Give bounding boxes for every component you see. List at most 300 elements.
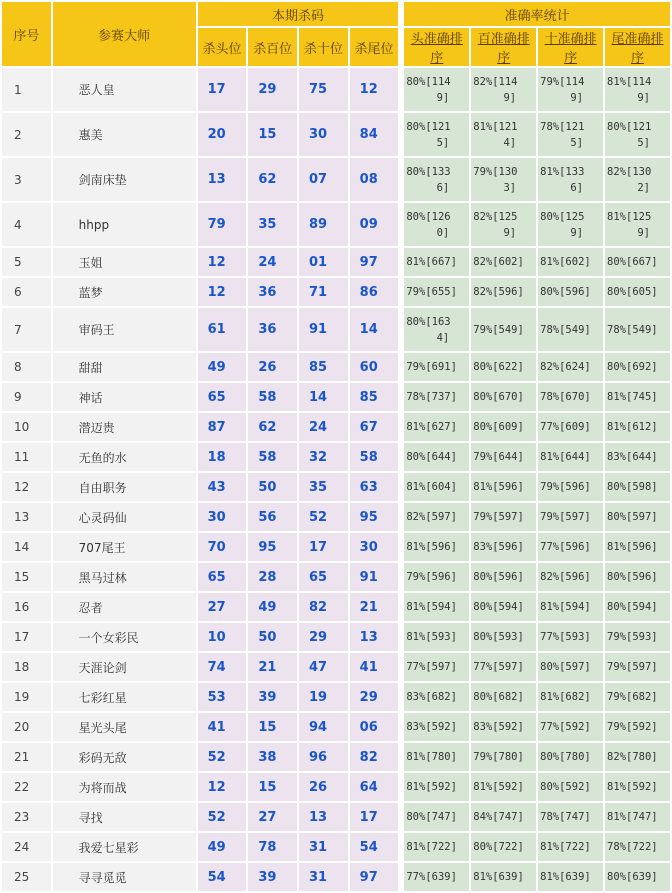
table-row [2, 503, 670, 531]
header-master: 参赛大师 [53, 2, 196, 66]
table-row [2, 278, 670, 306]
accuracy-stat: 79%[596] [538, 473, 603, 501]
accuracy-stat: 79%[596] [404, 563, 469, 591]
accuracy-stat: 82%[596] [471, 278, 536, 306]
sort-ten-accuracy-link[interactable]: 十准确排序 [538, 28, 603, 66]
accuracy-line: 4] [503, 136, 517, 149]
kill-number: 30 [198, 503, 247, 531]
accuracy-line: 78%[121 [540, 120, 585, 133]
accuracy-stat: 79%[592] [605, 713, 670, 741]
accuracy-line: 4] [436, 331, 450, 344]
accuracy-stat: 81%[639] [538, 863, 603, 891]
accuracy-stat: 80%[622] [471, 353, 536, 381]
header-index: 序号 [2, 2, 51, 66]
accuracy-stat: 79%[597] [605, 653, 670, 681]
accuracy-stat: 80%[596] [605, 563, 670, 591]
table-row [2, 248, 670, 276]
kill-number: 49 [198, 353, 247, 381]
accuracy-stat: 80%[722] [471, 833, 536, 861]
kill-number: 26 [299, 773, 348, 801]
kill-number: 71 [299, 278, 348, 306]
kill-number: 41 [198, 713, 247, 741]
kill-number: 75 [299, 68, 348, 111]
accuracy-line: 6] [570, 181, 584, 194]
kill-number: 97 [350, 248, 399, 276]
row-index: 6 [2, 278, 51, 306]
accuracy-stat [471, 158, 536, 201]
accuracy-line: 81%[114 [607, 75, 652, 88]
accuracy-line: 2] [637, 181, 650, 194]
accuracy-line: 9] [570, 226, 584, 239]
accuracy-stat [404, 113, 469, 156]
kill-number: 65 [198, 563, 247, 591]
accuracy-stat: 80%[682] [471, 683, 536, 711]
accuracy-stat: 83%[596] [471, 533, 536, 561]
sort-tail-accuracy-link[interactable]: 尾准确排序 [605, 28, 670, 66]
accuracy-stat [404, 68, 469, 111]
kill-number: 15 [248, 773, 297, 801]
kill-number: 12 [198, 773, 247, 801]
table-row [2, 533, 670, 561]
accuracy-stat [404, 158, 469, 201]
master-name: 我爱七星彩 [53, 833, 196, 861]
kill-number: 21 [350, 593, 399, 621]
kill-number: 14 [299, 383, 348, 411]
accuracy-stat: 80%[598] [605, 473, 670, 501]
row-index: 16 [2, 593, 51, 621]
row-index: 3 [2, 158, 51, 201]
accuracy-line: 9] [436, 91, 450, 104]
accuracy-stat [404, 308, 469, 351]
kill-number: 78 [248, 833, 297, 861]
kill-number: 35 [299, 473, 348, 501]
accuracy-stat [471, 113, 536, 156]
accuracy-stat: 80%[597] [605, 503, 670, 531]
kill-number: 12 [198, 278, 247, 306]
accuracy-stat: 82%[597] [404, 503, 469, 531]
master-name: 甜甜 [53, 353, 196, 381]
kill-number: 54 [198, 863, 247, 891]
table-row [2, 158, 670, 201]
accuracy-stat [404, 203, 469, 246]
kill-number: 60 [350, 353, 399, 381]
accuracy-stat: 82%[602] [471, 248, 536, 276]
kill-number: 52 [299, 503, 348, 531]
kill-number: 31 [299, 833, 348, 861]
accuracy-stat: 79%[682] [605, 683, 670, 711]
master-name: 无鱼的水 [53, 443, 196, 471]
master-name: hhpp [53, 203, 196, 246]
kill-number: 13 [198, 158, 247, 201]
kill-number: 64 [350, 773, 399, 801]
kill-number: 14 [350, 308, 399, 351]
accuracy-stat: 80%[692] [605, 353, 670, 381]
master-name: 蓝梦 [53, 278, 196, 306]
accuracy-stat: 80%[605] [605, 278, 670, 306]
accuracy-stat: 82%[780] [605, 743, 670, 771]
kill-number: 70 [198, 533, 247, 561]
table-row [2, 308, 670, 351]
accuracy-stat: 79%[655] [404, 278, 469, 306]
kill-number: 28 [248, 563, 297, 591]
accuracy-line: 6] [436, 181, 450, 194]
accuracy-stat: 81%[592] [471, 773, 536, 801]
row-index: 15 [2, 563, 51, 591]
accuracy-stat: 81%[627] [404, 413, 469, 441]
accuracy-stat: 81%[592] [605, 773, 670, 801]
kill-number: 97 [350, 863, 399, 891]
row-index: 25 [2, 863, 51, 891]
kill-number: 43 [198, 473, 247, 501]
kill-number: 87 [198, 413, 247, 441]
accuracy-stat: 81%[745] [605, 383, 670, 411]
accuracy-line: 5] [637, 136, 650, 149]
row-index: 7 [2, 308, 51, 351]
row-index: 20 [2, 713, 51, 741]
kill-number: 58 [248, 383, 297, 411]
master-name: 审码王 [53, 308, 196, 351]
accuracy-stat: 79%[644] [471, 443, 536, 471]
table-row [2, 833, 670, 861]
accuracy-line: 80%[121 [607, 120, 652, 133]
accuracy-stat [605, 113, 670, 156]
kill-number: 29 [350, 683, 399, 711]
kill-number: 18 [198, 443, 247, 471]
accuracy-stat [538, 113, 603, 156]
accuracy-stat: 80%[594] [605, 593, 670, 621]
kill-number: 09 [350, 203, 399, 246]
kill-number: 94 [299, 713, 348, 741]
table-row [2, 743, 670, 771]
master-name: 心灵码仙 [53, 503, 196, 531]
master-name: 707尾王 [53, 533, 196, 561]
accuracy-stat: 82%[624] [538, 353, 603, 381]
kill-number: 96 [299, 743, 348, 771]
table-row [2, 713, 670, 741]
kill-number: 20 [198, 113, 247, 156]
kill-number: 65 [198, 383, 247, 411]
kill-number: 62 [248, 158, 297, 201]
master-name: 寻找 [53, 803, 196, 831]
header-kill-col: 杀尾位 [350, 28, 399, 66]
table-row [2, 203, 670, 246]
accuracy-stat: 81%[667] [404, 248, 469, 276]
row-index: 2 [2, 113, 51, 156]
row-index: 24 [2, 833, 51, 861]
table-row [2, 593, 670, 621]
kill-number: 61 [198, 308, 247, 351]
kill-number: 95 [248, 533, 297, 561]
accuracy-stat: 83%[592] [404, 713, 469, 741]
accuracy-stat: 79%[593] [605, 623, 670, 651]
kill-number: 13 [299, 803, 348, 831]
accuracy-stat: 79%[549] [471, 308, 536, 351]
kill-number: 56 [248, 503, 297, 531]
kill-number: 17 [299, 533, 348, 561]
accuracy-line: 79%[114 [540, 75, 585, 88]
header-kill-group: 本期杀码 [198, 2, 399, 26]
accuracy-stat: 81%[593] [404, 623, 469, 651]
kill-number: 21 [248, 653, 297, 681]
accuracy-stat [538, 158, 603, 201]
accuracy-line: 9] [637, 91, 650, 104]
table-row [2, 773, 670, 801]
kill-number: 12 [350, 68, 399, 111]
accuracy-line: 80%[126 [406, 210, 451, 223]
table-row [2, 563, 670, 591]
accuracy-stat: 81%[639] [471, 863, 536, 891]
accuracy-stat: 80%[596] [538, 278, 603, 306]
accuracy-stat: 78%[737] [404, 383, 469, 411]
row-index: 12 [2, 473, 51, 501]
row-index: 23 [2, 803, 51, 831]
accuracy-stat: 81%[747] [605, 803, 670, 831]
accuracy-stat: 77%[596] [538, 533, 603, 561]
row-index: 9 [2, 383, 51, 411]
accuracy-stat: 81%[594] [404, 593, 469, 621]
table-row [2, 653, 670, 681]
table-row [2, 863, 670, 891]
accuracy-stat: 83%[644] [605, 443, 670, 471]
accuracy-stat: 81%[596] [605, 533, 670, 561]
master-name: 玉姐 [53, 248, 196, 276]
table-row [2, 383, 670, 411]
accuracy-stat: 84%[747] [471, 803, 536, 831]
master-name: 神话 [53, 383, 196, 411]
accuracy-stat: 80%[667] [605, 248, 670, 276]
kill-number: 84 [350, 113, 399, 156]
accuracy-line: 80%[125 [540, 210, 585, 223]
accuracy-stat: 77%[592] [538, 713, 603, 741]
accuracy-stat: 80%[747] [404, 803, 469, 831]
row-index: 10 [2, 413, 51, 441]
accuracy-stat: 79%[597] [471, 503, 536, 531]
accuracy-line: 80%[163 [406, 315, 451, 328]
table-row [2, 68, 670, 111]
sort-head-accuracy-link[interactable]: 头准确排序 [404, 28, 469, 66]
master-name: 寻寻觅觅 [53, 863, 196, 891]
kill-number: 65 [299, 563, 348, 591]
kill-number: 29 [248, 68, 297, 111]
kill-number: 52 [198, 803, 247, 831]
accuracy-stat [471, 68, 536, 111]
accuracy-stat [605, 158, 670, 201]
accuracy-stat: 83%[682] [404, 683, 469, 711]
master-name: 惠美 [53, 113, 196, 156]
accuracy-stat: 77%[639] [404, 863, 469, 891]
accuracy-stat: 77%[597] [404, 653, 469, 681]
row-index: 14 [2, 533, 51, 561]
accuracy-stat: 81%[682] [538, 683, 603, 711]
accuracy-stat: 81%[644] [538, 443, 603, 471]
kill-number: 39 [248, 683, 297, 711]
kill-number: 89 [299, 203, 348, 246]
kill-number: 15 [248, 713, 297, 741]
kill-number: 06 [350, 713, 399, 741]
row-index: 22 [2, 773, 51, 801]
table-row [2, 683, 670, 711]
kill-number: 52 [198, 743, 247, 771]
accuracy-stat: 81%[596] [471, 473, 536, 501]
row-index: 8 [2, 353, 51, 381]
master-name: 忍者 [53, 593, 196, 621]
accuracy-stat [538, 203, 603, 246]
row-index: 1 [2, 68, 51, 111]
kill-number: 95 [350, 503, 399, 531]
kill-number: 19 [299, 683, 348, 711]
accuracy-stat: 81%[722] [538, 833, 603, 861]
accuracy-stat: 78%[722] [605, 833, 670, 861]
table-row [2, 113, 670, 156]
accuracy-stat: 80%[593] [471, 623, 536, 651]
accuracy-stat: 81%[780] [404, 743, 469, 771]
kill-number: 74 [198, 653, 247, 681]
accuracy-stat: 82%[596] [538, 563, 603, 591]
table-row [2, 353, 670, 381]
kill-number: 63 [350, 473, 399, 501]
accuracy-line: 9] [637, 226, 650, 239]
accuracy-stat: 81%[592] [404, 773, 469, 801]
accuracy-stat: 80%[594] [471, 593, 536, 621]
kill-number: 26 [248, 353, 297, 381]
accuracy-stat [605, 68, 670, 111]
accuracy-stat: 78%[549] [605, 308, 670, 351]
master-name: 为将而战 [53, 773, 196, 801]
accuracy-stat: 77%[597] [471, 653, 536, 681]
sort-hundred-accuracy-link[interactable]: 百准确排序 [471, 28, 536, 66]
accuracy-stat: 81%[612] [605, 413, 670, 441]
accuracy-stat: 81%[722] [404, 833, 469, 861]
kill-number: 91 [350, 563, 399, 591]
kill-number: 49 [248, 593, 297, 621]
kill-number: 12 [198, 248, 247, 276]
kill-number: 32 [299, 443, 348, 471]
accuracy-stat: 78%[747] [538, 803, 603, 831]
kill-number: 27 [198, 593, 247, 621]
master-name: 天涯论剑 [53, 653, 196, 681]
kill-number: 47 [299, 653, 348, 681]
accuracy-line: 81%[125 [607, 210, 652, 223]
master-name: 彩码无敌 [53, 743, 196, 771]
master-name: 一个女彩民 [53, 623, 196, 651]
master-name: 潜迈贵 [53, 413, 196, 441]
kill-number: 07 [299, 158, 348, 201]
kill-number: 58 [248, 443, 297, 471]
accuracy-line: 9] [570, 91, 584, 104]
kill-number: 27 [248, 803, 297, 831]
accuracy-stat: 78%[670] [538, 383, 603, 411]
master-name: 星光头尾 [53, 713, 196, 741]
row-index: 21 [2, 743, 51, 771]
kill-number: 08 [350, 158, 399, 201]
row-index: 17 [2, 623, 51, 651]
kill-number: 30 [299, 113, 348, 156]
kill-number: 36 [248, 278, 297, 306]
header-kill-col: 杀十位 [299, 28, 348, 66]
master-name: 恶人皇 [53, 68, 196, 111]
accuracy-stat: 81%[602] [538, 248, 603, 276]
row-index: 13 [2, 503, 51, 531]
kill-number: 41 [350, 653, 399, 681]
kill-number: 01 [299, 248, 348, 276]
accuracy-line: 80%[114 [406, 75, 451, 88]
kill-number: 82 [350, 743, 399, 771]
accuracy-line: 82%[125 [473, 210, 518, 223]
kill-number: 24 [248, 248, 297, 276]
accuracy-stat: 81%[604] [404, 473, 469, 501]
header-kill-col: 杀百位 [248, 28, 297, 66]
accuracy-stat [605, 203, 670, 246]
accuracy-stat: 77%[609] [538, 413, 603, 441]
master-name: 七彩红星 [53, 683, 196, 711]
accuracy-stat: 83%[592] [471, 713, 536, 741]
accuracy-stat [538, 68, 603, 111]
kill-number: 17 [350, 803, 399, 831]
accuracy-stat: 80%[597] [538, 653, 603, 681]
kill-number: 49 [198, 833, 247, 861]
kill-number: 50 [248, 473, 297, 501]
kill-number: 82 [299, 593, 348, 621]
accuracy-line: 5] [436, 136, 450, 149]
kill-number: 85 [299, 353, 348, 381]
kill-number: 24 [299, 413, 348, 441]
kill-number: 54 [350, 833, 399, 861]
accuracy-stat: 79%[597] [538, 503, 603, 531]
accuracy-stat: 79%[780] [471, 743, 536, 771]
kill-number: 10 [198, 623, 247, 651]
row-index: 18 [2, 653, 51, 681]
kill-number: 31 [299, 863, 348, 891]
kill-number: 79 [198, 203, 247, 246]
header-acc-group: 准确率统计 [404, 2, 670, 26]
table-row [2, 803, 670, 831]
row-index: 5 [2, 248, 51, 276]
accuracy-stat: 77%[593] [538, 623, 603, 651]
kill-number: 15 [248, 113, 297, 156]
kill-number: 39 [248, 863, 297, 891]
accuracy-line: 80%[133 [406, 165, 451, 178]
accuracy-stat [471, 203, 536, 246]
accuracy-line: 81%[121 [473, 120, 518, 133]
accuracy-line: 82%[130 [607, 165, 652, 178]
accuracy-stat: 80%[670] [471, 383, 536, 411]
master-name: 剑南床垫 [53, 158, 196, 201]
accuracy-stat: 79%[691] [404, 353, 469, 381]
kill-number: 30 [350, 533, 399, 561]
master-name: 自由职务 [53, 473, 196, 501]
accuracy-line: 5] [570, 136, 584, 149]
master-name: 黑马过林 [53, 563, 196, 591]
header-kill-col: 杀头位 [198, 28, 247, 66]
accuracy-stat: 78%[549] [538, 308, 603, 351]
accuracy-stat: 81%[596] [404, 533, 469, 561]
accuracy-line: 3] [503, 181, 517, 194]
kill-number: 13 [350, 623, 399, 651]
row-index: 11 [2, 443, 51, 471]
kill-number: 36 [248, 308, 297, 351]
kill-number: 50 [248, 623, 297, 651]
accuracy-line: 9] [503, 91, 517, 104]
accuracy-stat: 80%[644] [404, 443, 469, 471]
table-row [2, 473, 670, 501]
kill-number: 91 [299, 308, 348, 351]
table-row [2, 413, 670, 441]
kill-number: 53 [198, 683, 247, 711]
accuracy-stat: 80%[592] [538, 773, 603, 801]
accuracy-line: 79%[130 [473, 165, 518, 178]
accuracy-line: 81%[133 [540, 165, 585, 178]
kill-number: 58 [350, 443, 399, 471]
